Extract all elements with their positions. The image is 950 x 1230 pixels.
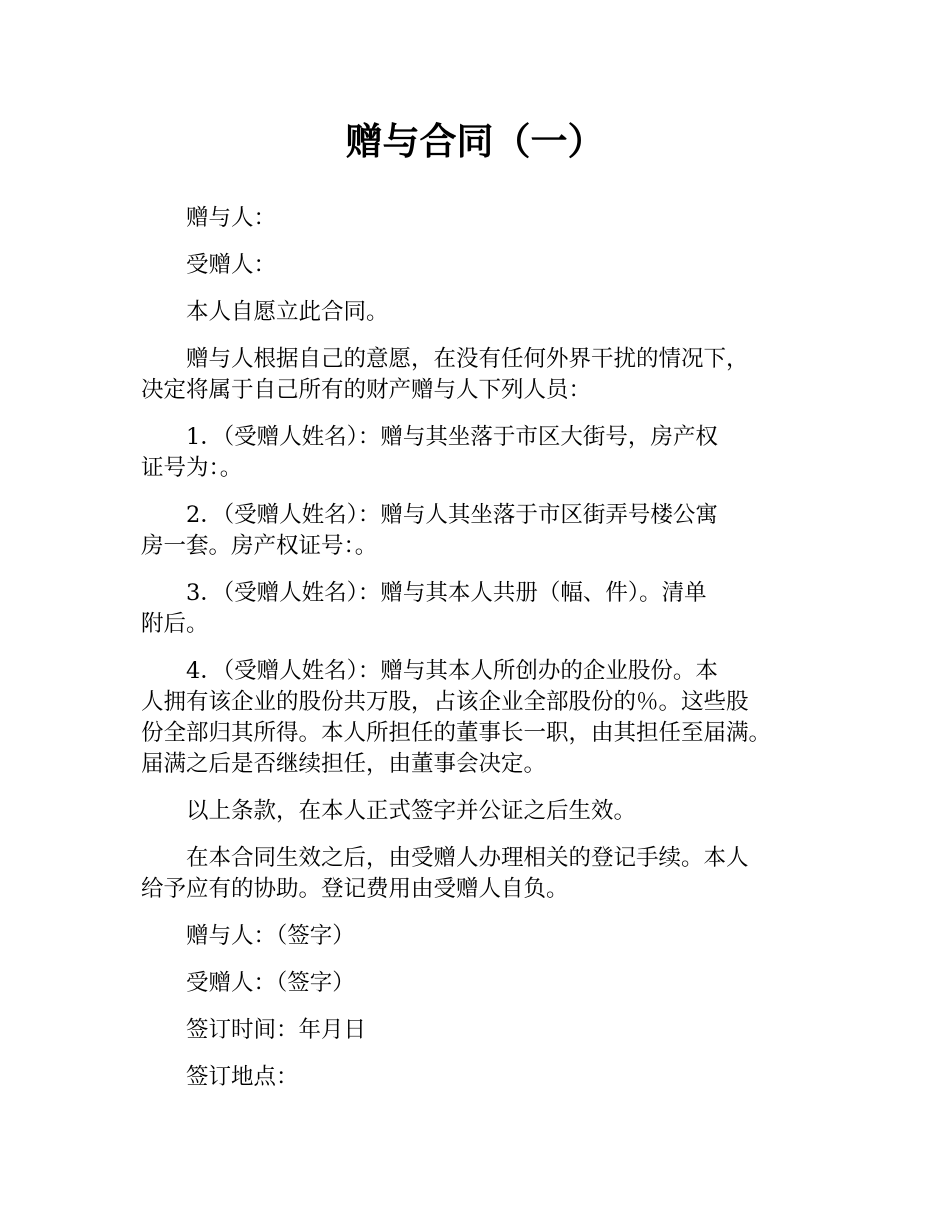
clause-4 [141, 656, 841, 780]
paragraph-line: 届满之后是否继续担任，由董事会决定。 [141, 751, 547, 777]
clause-1 [141, 422, 841, 484]
paragraph-line: 受赠人： [186, 252, 277, 278]
paragraph-donee [141, 250, 841, 281]
paragraph-line: 4．（受赠人姓名）：赠与其本人所创办的企业股份。本 [186, 658, 718, 684]
paragraph-effective [141, 796, 841, 827]
signing-date [141, 1015, 841, 1046]
paragraph-line: 本人自愿立此合同。 [186, 299, 389, 325]
paragraph-line: 2．（受赠人姓名）：赠与人其坐落于市区街弄号楼公寓 [186, 502, 718, 528]
paragraph-registration [141, 843, 841, 905]
document-body [141, 203, 841, 1109]
clause-2 [141, 500, 841, 562]
paragraph-line: 人拥有该企业的股份共万股，占该企业全部股份的％。这些股 [141, 689, 749, 715]
paragraph-line: 给予应有的协助。登记费用由受赠人自负。 [141, 876, 569, 902]
paragraph-line: 份全部归其所得。本人所担任的董事长一职，由其担任至届满。 [141, 720, 772, 746]
signing-place [141, 1062, 841, 1093]
signature-donor [141, 921, 841, 952]
paragraph-line: 以上条款，在本人正式签字并公证之后生效。 [186, 798, 637, 824]
paragraph-donor [141, 203, 841, 234]
paragraph-line: 3．（受赠人姓名）：赠与其本人共册（幅、件）。清单 [186, 580, 707, 606]
paragraph-voluntary [141, 297, 841, 328]
signature-donee [141, 968, 841, 999]
clause-3 [141, 578, 841, 640]
paragraph-line: 1．（受赠人姓名）：赠与其坐落于市区大街号，房产权 [186, 424, 718, 450]
paragraph-intent [141, 344, 841, 406]
paragraph-line: 决定将属于自己所有的财产赠与人下列人员： [141, 377, 592, 403]
document-title: 赠与合同（一） [345, 120, 605, 163]
paragraph-line: 赠与人：（签字） [186, 923, 355, 949]
paragraph-line: 签订时间：年月日 [186, 1017, 367, 1043]
paragraph-line: 房一套。房产权证号：。 [141, 533, 378, 559]
paragraph-line: 在本合同生效之后，由受赠人办理相关的登记手续。本人 [186, 845, 749, 871]
paragraph-line: 受赠人：（签字） [186, 970, 355, 996]
paragraph-line: 附后。 [141, 611, 209, 637]
paragraph-line: 赠与人： [186, 205, 277, 231]
paragraph-line: 证号为：。 [141, 455, 243, 481]
paragraph-line: 签订地点： [186, 1064, 299, 1090]
paragraph-line: 赠与人根据自己的意愿，在没有任何外界干扰的情况下， [186, 346, 749, 372]
